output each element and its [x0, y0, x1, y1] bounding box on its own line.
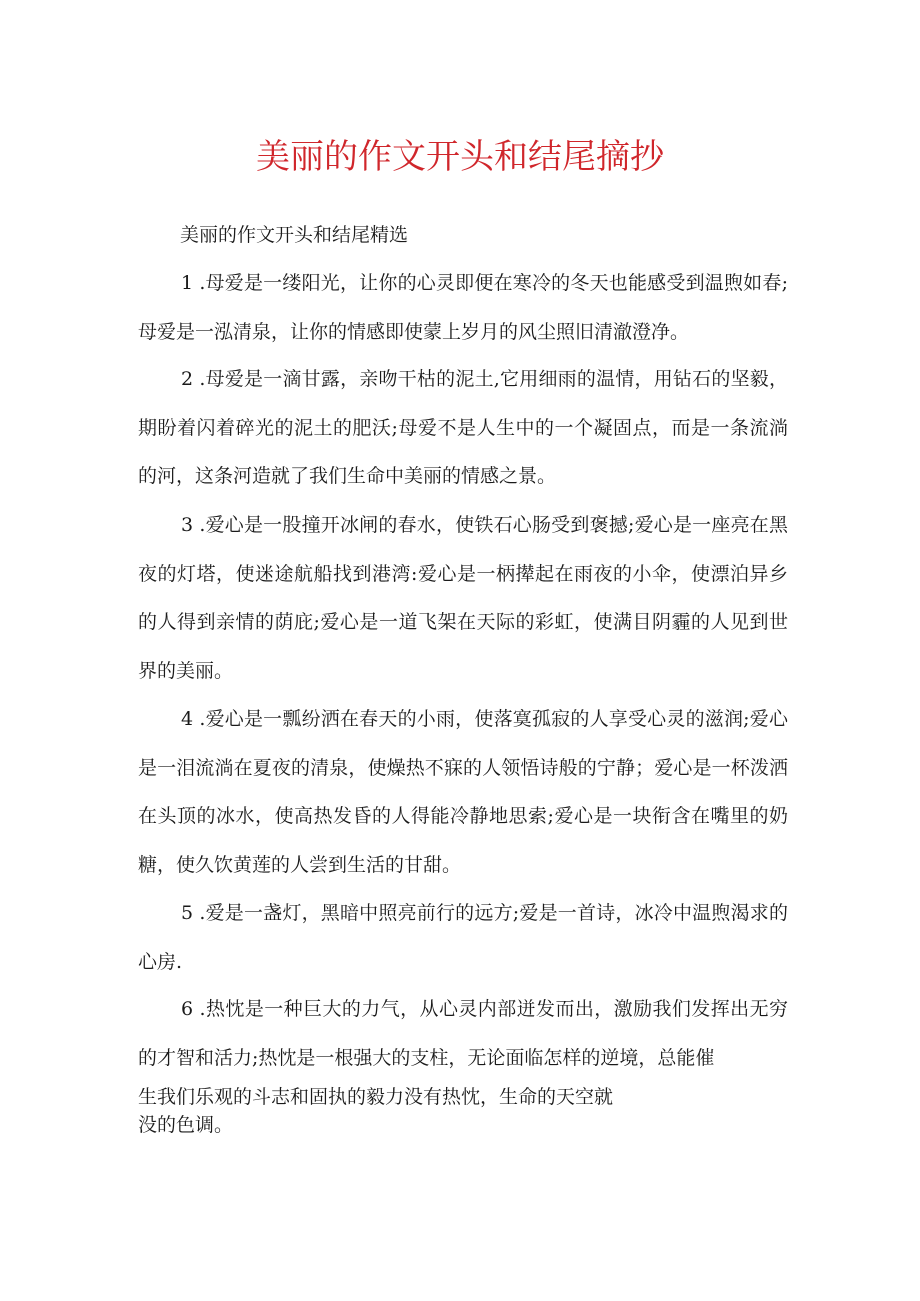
- paragraph-1: 1 .母爱是一缕阳光，让你的心灵即便在寒冷的冬天也能感受到温煦如春;母爱是一泓清泉，让你的情感即使蒙上岁月的风尘照旧清澈澄净。: [138, 272, 788, 343]
- paragraph-text: 爱心是一股撞开冰闸的春水，使铁石心肠受到褒撼;爱心是一座亮在黑夜的灯塔，使迷途航船找到港湾:爱心是一柄撵起在雨夜的小伞，使漂泊异乡的人得到亲情的荫庇;爱心是一道飞架在天际的彩虹，使满目阴霾的人见到世界的美丽。: [138, 514, 788, 682]
- paragraph-text: 母爱是一缕阳光，让你的心灵即便在寒冷的冬天也能感受到温煦如春;母爱是一泓清泉，让你的情感即使蒙上岁月的风尘照旧清澈澄净。: [138, 272, 788, 343]
- paragraph-2: 2 .母爱是一滴甘露，亲吻干枯的泥土,它用细雨的温情，用钻石的坚毅，期盼着闪着碎光的泥土的肥沃;母爱不是人生中的一个凝固点，而是一条流淌的河，这条河造就了我们生命中美丽的情感之景。: [138, 368, 788, 488]
- paragraph-number: 1: [181, 272, 194, 294]
- paragraph-4: 4 .爱心是一瓢纷洒在春天的小雨，使落寞孤寂的人享受心灵的滋润;爱心是一泪流淌在夏夜的清泉，使燥热不寐的人领悟诗般的宁静；爱心是一杯泼洒在头顶的冰水，使高热发昏的人得能冷静地思索;爱心是一块衔含在嘴里的奶糖，使久饮黄莲的人尝到生活的甘甜。: [138, 708, 788, 876]
- paragraph-text-last-line: 没的色调。: [138, 1114, 234, 1137]
- paragraph-text: 热忱是一种巨大的力气，从心灵内部迸发而出，激励我们发挥出无穷的才智和活力;热忱是一根强大的支柱，无论面临怎样的逆境，总能催: [138, 998, 788, 1069]
- document-subtitle: 美丽的作文开头和结尾精选: [180, 224, 409, 246]
- paragraph-number: 6: [181, 998, 194, 1020]
- paragraph-number: 3: [181, 514, 194, 536]
- paragraph-number: 5: [181, 902, 194, 924]
- paragraph-number: 2: [181, 368, 194, 390]
- paragraph-text: 爱心是一瓢纷洒在春天的小雨，使落寞孤寂的人享受心灵的滋润;爱心是一泪流淌在夏夜的清泉，使燥热不寐的人领悟诗般的宁静；爱心是一杯泼洒在头顶的冰水，使高热发昏的人得能冷静地思索;爱心是一块衔含在嘴里的奶糖，使久饮黄莲的人尝到生活的甘甜。: [138, 708, 788, 876]
- document-title: 美丽的作文开头和结尾摘抄: [256, 137, 664, 177]
- paragraph-3: 3 .爱心是一股撞开冰闸的春水，使铁石心肠受到褒撼;爱心是一座亮在黑夜的灯塔，使迷途航船找到港湾:爱心是一柄撵起在雨夜的小伞，使漂泊异乡的人得到亲情的荫庇;爱心是一道飞架在天际的彩虹，使满目阴霾的人见到世界的美丽。: [138, 514, 788, 682]
- paragraph-text: 母爱是一滴甘露，亲吻干枯的泥土,它用细雨的温情，用钻石的坚毅，期盼着闪着碎光的泥土的肥沃;母爱不是人生中的一个凝固点，而是一条流淌的河，这条河造就了我们生命中美丽的情感之景。: [138, 368, 788, 488]
- paragraph-text: 爱是一盏灯，黑暗中照亮前行的远方;爱是一首诗，冰冷中温煦渴求的心房.: [138, 902, 788, 973]
- paragraph-text-tail: 生我们乐观的斗志和固执的毅力没有热忱，生命的天空就: [138, 1086, 614, 1109]
- paragraph-number: 4: [181, 708, 194, 730]
- paragraph-6: 6 .热忱是一种巨大的力气，从心灵内部迸发而出，激励我们发挥出无穷的才智和活力;热忱是一根强大的支柱，无论面临怎样的逆境，总能催 生我们乐观的斗志和固执的毅力没有热忱，生命的天空就 没的色调。: [138, 998, 788, 1137]
- paragraph-5: 5 .爱是一盏灯，黑暗中照亮前行的远方;爱是一首诗，冰冷中温煦渴求的心房.: [138, 902, 788, 973]
